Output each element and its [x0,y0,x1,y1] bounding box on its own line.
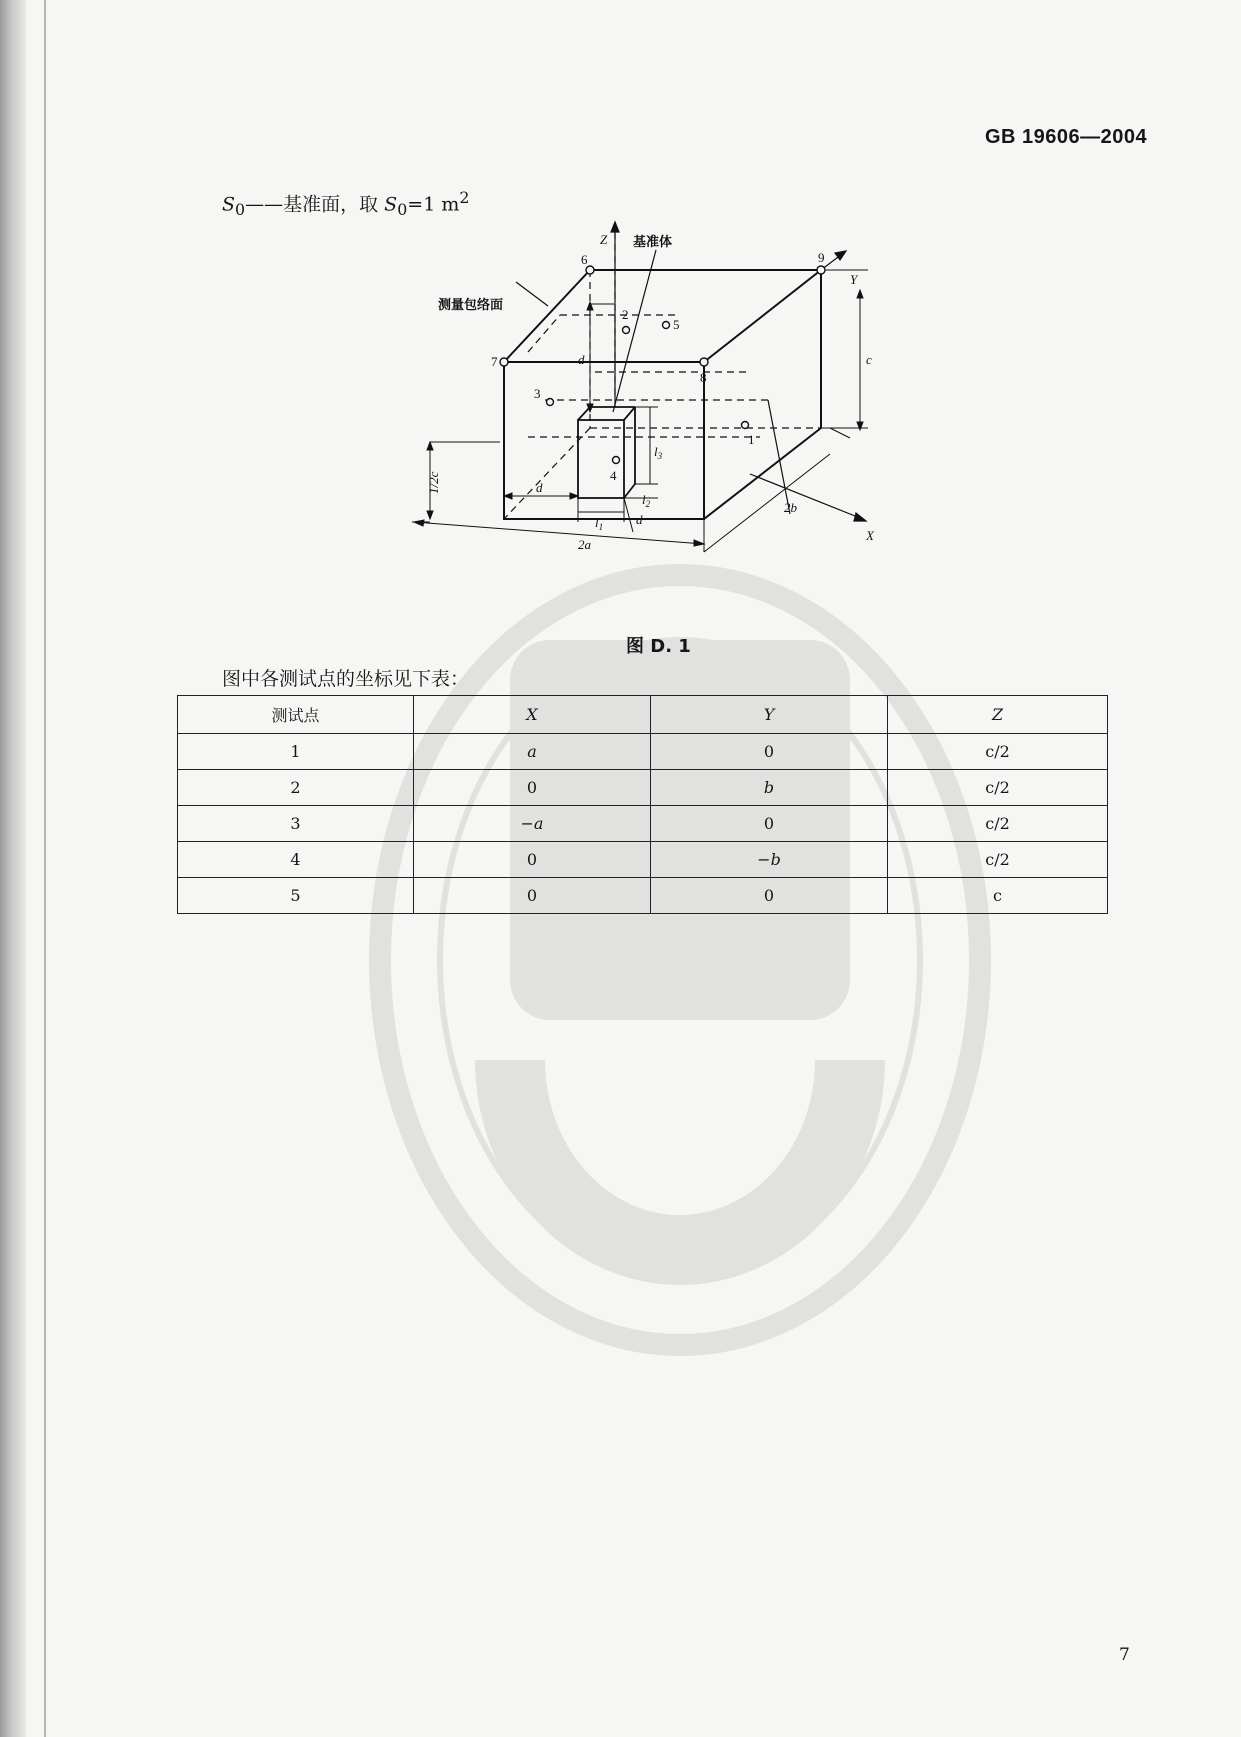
figure-caption: 图 D. 1 [626,636,691,657]
header-test-point: 测试点 [178,696,414,734]
axis-x-label: X [866,528,874,543]
page-number: 7 [1119,1645,1130,1665]
table-header-row [178,696,1108,734]
cell-z: c/2 [888,770,1108,806]
binding-edge [0,0,26,1737]
table-row [178,734,1108,770]
cell-point: 5 [178,878,414,914]
point-9-label: 9 [818,250,825,265]
formula-sub: 0 [235,200,246,220]
cell-point: 4 [178,842,414,878]
binding-line [44,0,46,1737]
dim-d-front-label: d [636,512,643,527]
axis-y-label: Y [850,272,858,287]
formula-eq-symbol: S [384,193,398,216]
cell-y: b [651,770,888,806]
cell-y: 0 [651,878,888,914]
table-row [178,878,1108,914]
cell-point: 3 [178,806,414,842]
dim-2b-label: 2b [784,500,797,515]
dim-c-label: c [866,352,872,367]
cell-x: −a [414,806,651,842]
cell-point: 1 [178,734,414,770]
cell-z: c/2 [888,806,1108,842]
cell-y: 0 [651,806,888,842]
cell-y: 0 [651,734,888,770]
dim-d-left-label: d [536,480,543,495]
cell-x: 0 [414,878,651,914]
point-6-label: 6 [581,252,588,267]
point-3-label: 3 [534,386,541,401]
cell-x: 0 [414,770,651,806]
cell-x: 0 [414,842,651,878]
formula-eq-sup: 2 [459,188,470,207]
formula-eq-value: =1 m [407,193,460,216]
point-1-label: 1 [748,432,755,447]
table-row [178,842,1108,878]
dim-d-label: d [578,352,585,367]
cell-y: −b [651,842,888,878]
axis-z-label: Z [600,232,608,247]
point-8-label: 8 [700,370,707,385]
table-row [178,770,1108,806]
envelope-label: 测量包络面 [438,298,504,313]
formula-text: ——基准面，取 [245,193,379,216]
formula-symbol: S [222,193,236,216]
reference-body-label: 基准体 [633,235,673,250]
standard-code: GB 19606—2004 [985,126,1148,148]
header-y: Y [651,696,888,734]
header-z: Z [888,696,1108,734]
point-2-label: 2 [622,307,629,322]
cell-z: c/2 [888,842,1108,878]
cell-x: a [414,734,651,770]
measurement-envelope-diagram [426,222,900,606]
dim-half-c-label: 1/2c [426,471,441,494]
coordinates-table [177,695,1108,914]
formula-eq-sub: 0 [397,200,408,220]
cell-point: 2 [178,770,414,806]
point-7-label: 7 [491,354,498,369]
dim-l1-label: $l_1$ [595,515,604,532]
header-x: X [414,696,651,734]
dim-2a-label: 2a [578,537,591,552]
cell-z: c [888,878,1108,914]
formula-line [222,188,469,219]
point-4-label: 4 [610,468,617,483]
table-row [178,806,1108,842]
dim-l2-label: $l_2$ [642,492,651,509]
cell-z: c/2 [888,734,1108,770]
figure-d1 [426,222,900,606]
table-intro: 图中各测试点的坐标见下表： [222,668,470,690]
point-5-label: 5 [673,317,680,332]
dim-l3-label: $l_3$ [654,444,663,461]
